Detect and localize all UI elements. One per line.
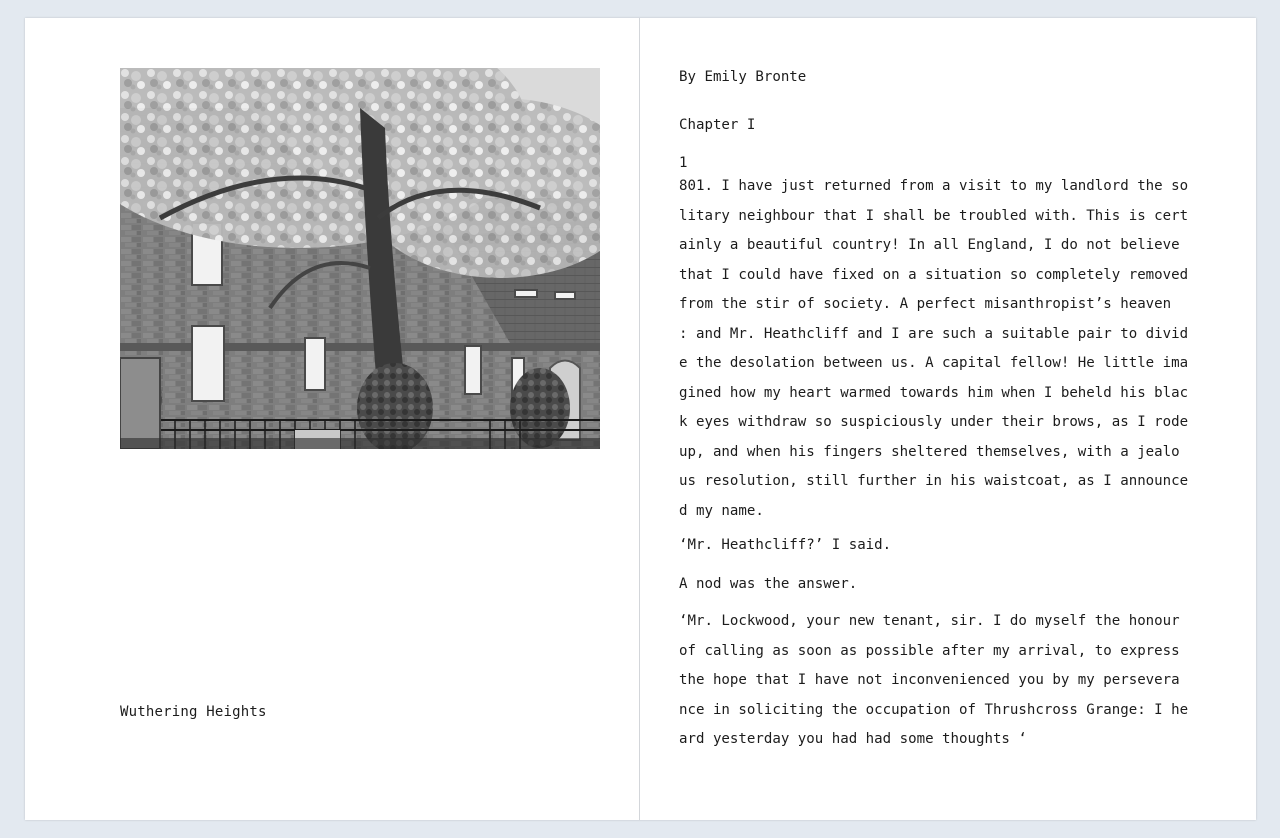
text-line: ‘Mr. Lockwood, your new tenant, sir. I do myself the honour <box>679 613 1180 629</box>
text-line: litary neighbour that I shall be troubled with. This is cert <box>679 207 1189 224</box>
text-line: that I could have fixed on a situation so completely removed <box>679 266 1189 283</box>
text-block <box>679 68 1189 755</box>
text-line: us resolution, still further in his waistcoat, as I announce <box>679 473 1189 489</box>
text-line: nce in soliciting the occupation of Thrushcross Grange: I he <box>679 701 1189 718</box>
text-line: of calling as soon as possible after my arrival, to express <box>679 642 1180 659</box>
text-line: ard yesterday you had had some thoughts ‘ <box>679 731 1027 747</box>
left-page <box>25 18 640 820</box>
text-line: the hope that I have not inconvenienced you by my persevera <box>679 672 1180 688</box>
right-page <box>640 18 1256 820</box>
paragraph-1 <box>679 172 1189 526</box>
running-title: Wuthering Heights <box>120 704 267 720</box>
text-line: ainly a beautiful country! In all England, I do not believe <box>679 237 1180 253</box>
text-line: : and Mr. Heathcliff and I are such a suitable pair to divid <box>679 325 1189 342</box>
text-line: k eyes withdraw so suspiciously under their brows, as I rode <box>679 414 1189 430</box>
chapter-number: 1 <box>679 155 688 171</box>
text-line: d my name. <box>679 502 764 519</box>
answer-line: A nod was the answer. <box>679 576 858 592</box>
house-photo <box>120 68 600 449</box>
text-line: gined how my heart warmed towards him when I beheld his blac <box>679 384 1189 401</box>
text-line: up, and when his fingers sheltered themselves, with a jealo <box>679 443 1180 460</box>
text-line: e the desolation between us. A capital fellow! He little ima <box>679 355 1189 371</box>
paragraph-2 <box>679 607 1189 755</box>
book-spread <box>25 18 1256 820</box>
text-line: 801. I have just returned from a visit to my landlord the so <box>679 178 1189 194</box>
quote-line: ‘Mr. Heathcliff?’ I said. <box>679 537 892 553</box>
chapter-heading: Chapter I <box>679 117 756 133</box>
text-line: from the stir of society. A perfect misanthropist’s heaven <box>679 296 1172 312</box>
byline: By Emily Bronte <box>679 69 807 85</box>
